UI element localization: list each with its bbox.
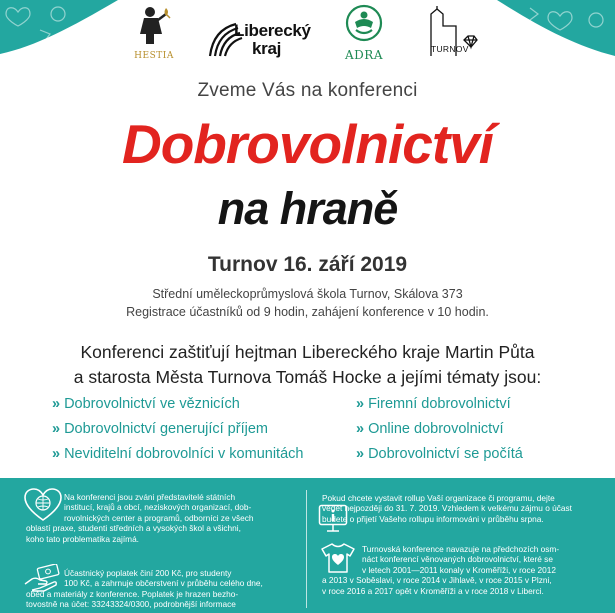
topic-item [52, 421, 268, 437]
info-line: koho tato problematika zajímá. [26, 533, 139, 544]
panel-divider [306, 490, 307, 608]
liberecky-kraj-text-line2: kraj [252, 39, 282, 58]
adra-logo [336, 4, 392, 62]
topic-item [356, 421, 504, 437]
hestia-figure-icon [132, 4, 176, 46]
topic-label: Dobrovolnictví se počítá [368, 446, 523, 462]
conference-venue: Střední uměleckoprůmyslová škola Turnov, Skálova 373 [152, 287, 463, 301]
info-line: v letech 2001—2011 konaly v Kroměříži, v roce 2012 [362, 564, 557, 575]
topic-label: Online dobrovolnictví [368, 421, 504, 437]
patronage-text-line2: a starosta Města Turnova Tomáš Hocke a jejími tématy jsou: [73, 367, 542, 387]
topic-item [356, 446, 523, 462]
info-line: a 2013 v Soběslavi, v roce 2014 v Jihlavě, v roce 2015 v Plzni, [322, 575, 552, 586]
topic-item [356, 396, 511, 412]
conference-title-line2: na hraně [217, 183, 398, 234]
topic-marker: » [52, 396, 61, 412]
topic-label: Dobrovolnictví ve věznicích [64, 396, 240, 412]
turnov-logo-text: TURNOV [431, 44, 469, 54]
hestia-logo [128, 4, 180, 61]
topic-label: Neviditelní dobrovolníci v komunitách [64, 446, 304, 462]
info-line: vědět nejpozději do 31. 7. 2019. Vzhledem k velkému zájmu o účast [322, 503, 572, 514]
heart-globe-icon [24, 488, 62, 527]
info-history-text [322, 544, 560, 596]
liberecky-kraj-logo [206, 18, 310, 60]
info-line: rovolnických center a programů, odborníci ze všech [64, 512, 254, 523]
topic-marker: » [356, 396, 365, 412]
tshirt-heart-icon [320, 542, 356, 579]
topic-marker: » [356, 421, 365, 437]
adra-logo-text: ADRA [345, 48, 383, 62]
info-line: oběd a materiály z konference. Poplatek je hrazen bezho- [26, 588, 239, 599]
liberecky-kraj-text-line1: Liberecký [234, 21, 311, 40]
topic-marker: » [356, 446, 365, 462]
topic-marker: » [52, 446, 61, 462]
info-line: Na konferenci jsou zváni představitelé státních [64, 492, 236, 502]
info-line: Účastnický poplatek činí 200 Kč, pro studenty [64, 568, 232, 578]
registration-info: Registrace účastníků od 9 hodin, zahájení konference v 10 hodin. [126, 305, 489, 319]
invitation-line: Zveme Vás na konferenci [197, 80, 418, 101]
topic-item [52, 446, 303, 462]
conference-title-line1: Dobrovolnictví [121, 113, 494, 175]
conference-date: Turnov 16. září 2019 [207, 253, 408, 276]
turnov-logo [428, 6, 478, 60]
info-line: Turnovská konference navazuje na předchozích osm- [362, 544, 560, 554]
topic-label: Firemní dobrovolnictví [368, 396, 511, 412]
info-line: Pokud chcete vystavit rollup Vaší organizace či programu, dejte [322, 493, 555, 503]
info-fee-text [26, 568, 263, 610]
info-line: náct konferencí věnovaných dobrovolnictví, které se [362, 554, 553, 565]
info-line: v roce 2016 a 2017 opět v Kroměříži a v roce 2018 v Liberci. [322, 585, 544, 596]
info-line: oblastí praxe, studenti středních a vysokých škol a všichni, [26, 523, 241, 534]
hestia-logo-text: HESTIA [134, 51, 174, 61]
info-line: institucí, krajů a obcí, neziskových organizací, dob- [64, 502, 252, 513]
info-line: tovostně na účet: 33243324/0300, podrobnější informace [26, 599, 236, 610]
info-panel [0, 478, 615, 613]
info-invited-text [26, 492, 254, 544]
info-line: 100 Kč, a zahrnuje občerstvení v průběhu celého dne, [64, 578, 263, 589]
topic-label: Dobrovolnictví generující příjem [64, 421, 268, 437]
info-line: budete o přijetí Vašeho rollupu informováni v průběhu srpna. [322, 513, 544, 524]
patronage-text-line1: Konferenci zaštiťují hejtman Libereckého kraje Martin Půta [80, 342, 535, 362]
topic-item [52, 396, 240, 412]
info-rollup-text [322, 493, 572, 524]
topic-marker: » [52, 421, 61, 437]
adra-hands-icon [345, 4, 383, 42]
